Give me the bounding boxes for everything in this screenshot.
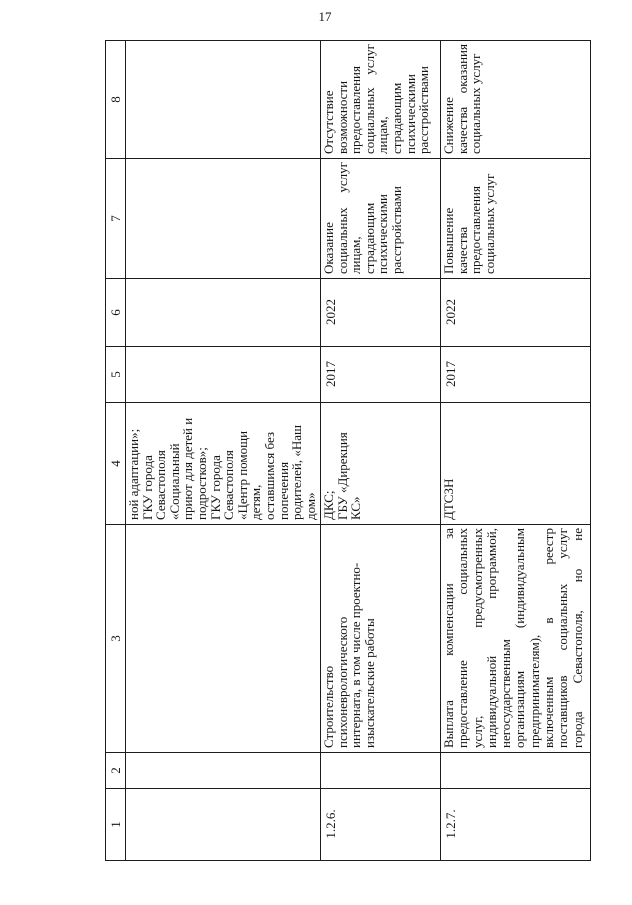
text-line: ГКУ города [139,455,155,520]
text-line: индивидуальной программой, [483,528,499,748]
text-line: социальных услуг [334,162,350,274]
text-line: изыскательские работы [361,618,377,748]
text-line: психоневрологического [334,616,350,748]
header-cell-3: 3 [106,525,126,753]
table-row-continued [126,41,321,861]
text-line: социальных услуг [468,53,484,154]
cell-consequence [441,41,591,159]
cell-start-year: 2017 [321,347,441,403]
cell-number: 1.2.6. [321,789,441,861]
text-line: ной адаптации»; [126,428,141,520]
cell-measure [126,525,321,753]
text-line: детям, [248,484,264,520]
text-line: ГКУ города [207,455,223,520]
text-line: предоставление социальных [455,528,471,748]
text-line: качества оказания [454,44,470,154]
cell-expected-result [126,159,321,279]
header-cell-4: 4 [106,403,126,525]
text-line: социальных услуг [481,173,497,274]
page-number: 17 [318,9,332,24]
text-line: предпринимателям), [526,634,542,748]
text-line: Севастополя [221,450,237,520]
cell-col-2 [126,753,321,789]
text-line: лицам, [375,116,391,154]
text-line: дом» [302,492,318,520]
text-line: психическими [375,194,391,274]
cell-executor [126,403,321,525]
text-line: Оказание [321,222,336,274]
header-cell-2: 2 [106,753,126,789]
text-line: поставщиков социальных услуг [555,528,571,748]
cell-col-2 [441,753,591,789]
header-cell-5: 5 [106,347,126,403]
text-line: услуг, предусмотренных [469,528,485,748]
text-line: «Центр помощи [234,430,250,520]
text-line: Снижение [441,97,456,154]
text-line: страдающим [361,202,377,274]
text-line: попечения [275,461,291,520]
text-line: социальных услуг [361,44,377,154]
header-cell-6: 6 [106,279,126,347]
cell-number: 1.2.7. [441,789,591,861]
text-line: Севастополя [153,450,169,520]
text-line: предоставления [348,66,364,154]
text-line: ДКС; [321,490,336,520]
cell-measure [441,525,591,753]
cell-measure [321,525,441,753]
header-cell-1: 1 [106,789,126,861]
table-row-1-2-6 [321,41,441,861]
text-line: возможности [334,80,350,154]
text-line: родителей, «Наш [289,424,305,520]
text-line: негосударственным [498,639,514,748]
cell-executor [321,403,441,525]
text-line: Повышение [441,207,456,274]
text-line: ГБУ «Дирекция [334,432,350,520]
text-line: страдающим [388,82,404,154]
text-line: ДТСЗН [441,478,456,520]
table-header-row [106,41,126,861]
text-line: Отсутствие [321,90,336,154]
header-cell-7: 7 [106,159,126,279]
text-line: организациям (индивидуальным [512,528,528,748]
text-line: оставшимся без [261,431,277,520]
text-line: расстройствами [416,66,432,154]
table-row-1-2-7 [441,41,591,861]
text-line: расстройствами [388,186,404,274]
document-table [105,40,591,861]
cell-end-year: 2022 [441,279,591,347]
cell-start-year [126,347,321,403]
text-line: качества [454,226,470,274]
table-frame [105,40,590,860]
cell-end-year: 2022 [321,279,441,347]
text-line: лицам, [348,236,364,274]
text-line: «Социальный [166,443,182,520]
cell-consequence [126,41,321,159]
text-line: включенным в реестр [541,528,557,748]
text-line: интерната, в том числе проектно- [348,562,364,748]
cell-start-year: 2017 [441,347,591,403]
text-line: подростков»; [193,447,209,520]
cell-executor [441,403,591,525]
text-line: предоставления [468,186,484,274]
text-line: психическими [402,74,418,154]
text-line: приют для детей и [180,417,196,520]
text-line: Строительство [321,665,336,748]
cell-col-2 [321,753,441,789]
cell-expected-result [321,159,441,279]
header-cell-8: 8 [106,41,126,159]
text-line: города Севастополя, но не [569,528,585,748]
cell-end-year [126,279,321,347]
cell-number [126,789,321,861]
cell-consequence [321,41,441,159]
text-line: Выплата компенсации за [441,528,456,748]
cell-expected-result [441,159,591,279]
text-line: КС» [348,496,364,520]
